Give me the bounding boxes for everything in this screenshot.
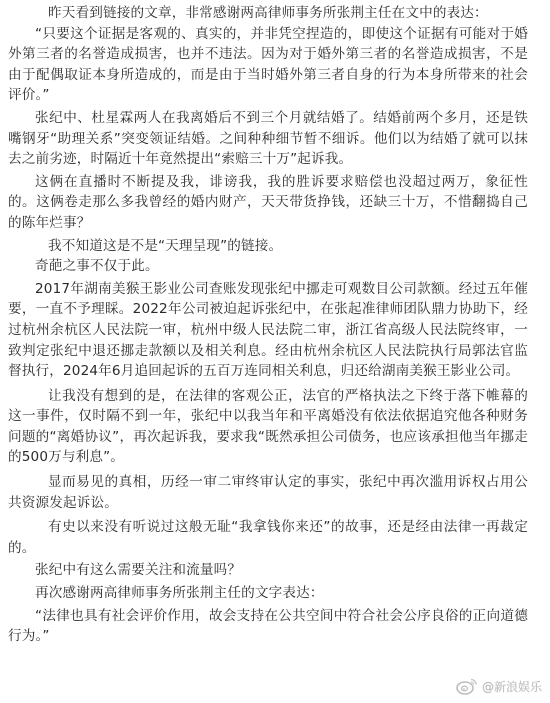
paragraph-marriage: 张纪中、杜星霖两人在我离婚后不到三个月就结婚了。结婚前两个多月，还是铁嘴钢牙“助理关系”突变领证结婚。之间种种细节暂不细诉。他们以为结婚了就可以抹去之前劣迹，时隔近十年竟然提出“索赔三十万”起诉我。	[8, 109, 528, 168]
paragraph-shameless: 有史以来没有听说过这般无耻“我拿钱你来还”的故事，还是经由法律一再裁定的。	[8, 519, 528, 556]
paragraph-thanks: 再次感谢两高律师事务所张荆主任的文字表达：	[35, 585, 324, 602]
paragraph-oddity: 奇葩之事不仅于此。	[35, 258, 159, 275]
weibo-logo-icon	[456, 677, 478, 695]
paragraph-second-lawsuit: 让我没有想到的是，在法律的客观公正，法官的严格执法之下终于落下帷幕的这一事件，仅时隔不到一年，张纪中以我当年和平离婚没有依法依据追究他各种财务问题的“离婚协议”，再次起诉我，要求我“既然承担公司债务，也应该承担他当年挪走的500万与利息”。	[8, 387, 528, 466]
watermark	[456, 677, 542, 695]
paragraph-heaven: 我不知道这是不是“天理呈现”的链接。	[48, 237, 283, 254]
paragraph-question: 张纪中有这么需要关注和流量吗？	[35, 562, 242, 579]
watermark-text: @新浪娱乐	[481, 679, 542, 694]
paragraph-company-case: 2017年湖南美猴王影业公司查账发现张纪中挪走可观数目公司款额。经过五年催要，一直不予理睬。2022年公司被迫起诉张纪中，在张起准律师团队鼎力协助下，经过杭州余杭区人民法院一审，杭州中级人民法院二审，浙江省高级人民法院终审，一致判定张纪中退还挪走款额以及相关利息。经由杭州余杭区人民法院执行局郭法官监督执行，2024年6月追回起诉的五百万连同相关利息，归还给湖南美猴王影业公司。	[8, 280, 528, 380]
paragraph-truth: 显而易见的真相，历经一审二审终审认定的事实，张纪中再次滥用诉权占用公共资源发起诉讼。	[8, 474, 528, 511]
paragraph-livestream: 这俩在直播时不断提及我，诽谤我，我的胜诉要求赔偿也没超过两万，象征性的。这俩卷走那么多我曾经的婚内财产，天天带货挣钱，还缺三十万，不惜翻捣自己的陈年烂事？	[8, 173, 528, 231]
paragraph-intro: 昨天看到链接的文章，非常感谢两高律师事务所张荆主任在文中的表达：	[48, 5, 488, 21]
quote-lawyer-evidence: “只要这个证据是客观的、真实的，并非凭空捏造的，即使这个证据有可能对于婚外第三者的名誉造成损害，也并不违法。因为对于婚外第三者的名誉造成损害，不是由于配偶取证本身所造成的，而是由于当时婚外第三者自身的行为本身所带来的社会评价。”	[8, 25, 528, 104]
quote-lawyer-social: “法律也具有社会评价作用，故会支持在公共空间中符合社会公序良俗的正向道德行为。”	[8, 607, 528, 645]
